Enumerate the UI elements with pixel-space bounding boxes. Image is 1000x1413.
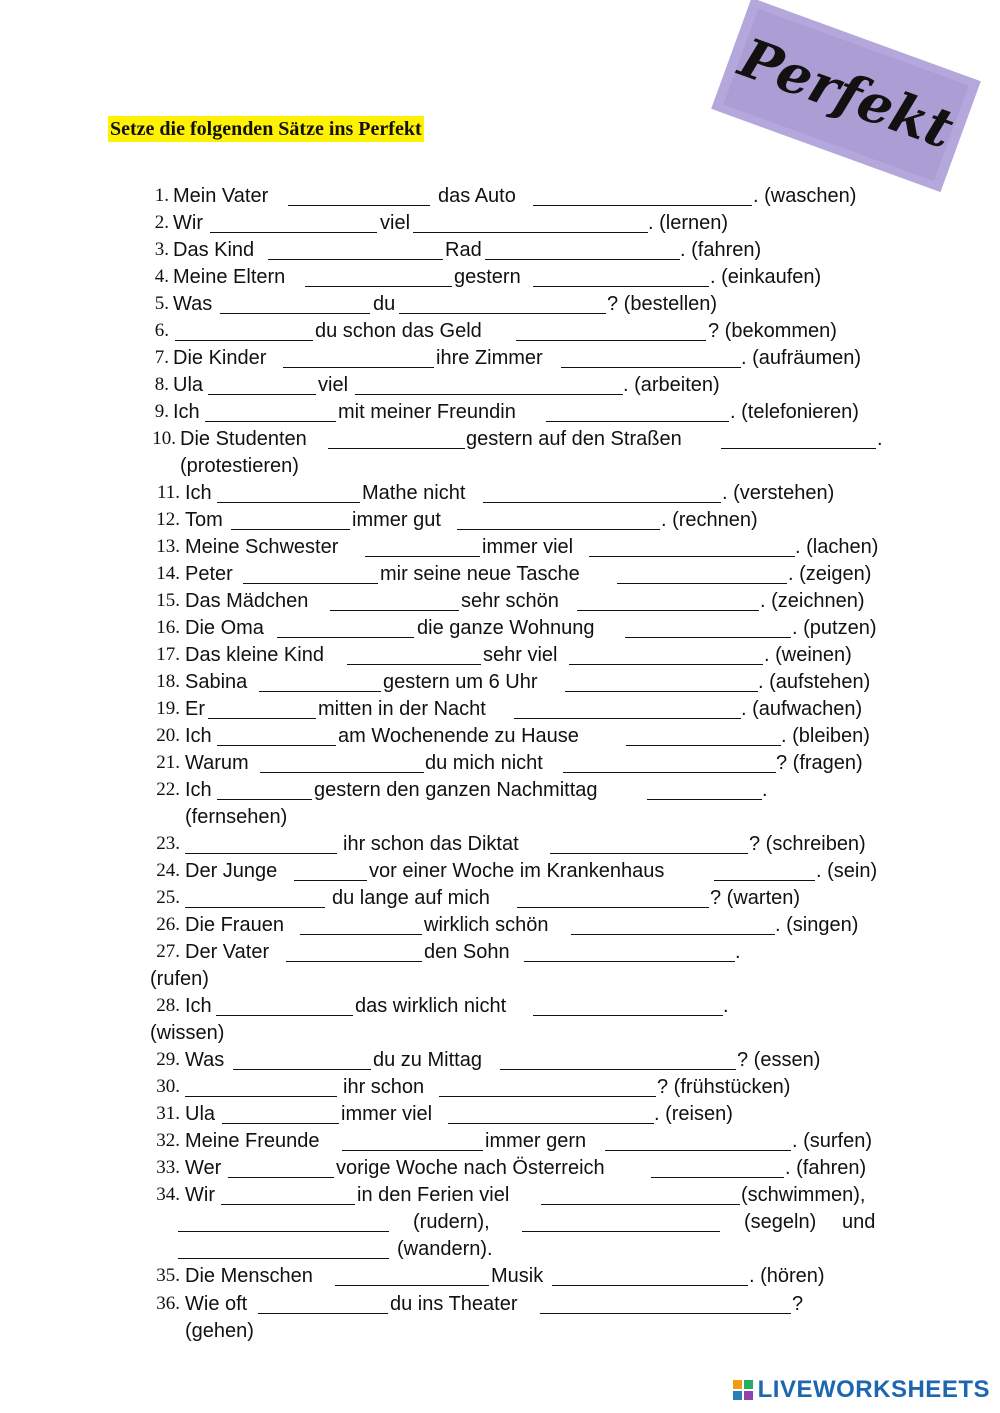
sentence-text: (segeln) [744, 1211, 817, 1233]
sentence-text: du zu Mittag [373, 1049, 482, 1071]
sentence-text: mitten in der Nacht [318, 698, 486, 720]
answer-blank[interactable] [222, 1101, 339, 1124]
item-number: 34. [156, 1184, 180, 1205]
item-number: 4. [154, 266, 169, 287]
exercise-continuation [0, 1209, 1000, 1235]
item-number: 13. [156, 536, 180, 557]
sentence-text: du schon das Geld [315, 320, 482, 342]
sentence-text: ? (bekommen) [708, 320, 837, 342]
sentence-text: . (lernen) [648, 212, 729, 234]
answer-blank[interactable] [413, 210, 648, 233]
sentence-text: . [735, 941, 741, 963]
item-number: 27. [156, 941, 180, 962]
answer-blank[interactable] [448, 1101, 654, 1124]
exercise-item [0, 588, 1000, 614]
sentence-text: das wirklich nicht [355, 995, 507, 1017]
sentence-text: . (sein) [816, 860, 878, 882]
item-number: 24. [156, 860, 180, 881]
sentence-text: . (telefonieren) [730, 401, 859, 423]
exercise-item [0, 318, 1000, 344]
sentence-text: gestern den ganzen Nachmittag [314, 779, 598, 801]
answer-blank[interactable] [605, 1128, 791, 1151]
sentence-text: den Sohn [424, 941, 510, 963]
answer-blank[interactable] [399, 291, 606, 314]
sentence-text: du [373, 293, 396, 315]
sentence-text: ? (schreiben) [749, 833, 866, 855]
sentence-text: . (weinen) [764, 644, 852, 666]
exercise-item [0, 750, 1000, 776]
sentence-text: Wir [185, 1184, 215, 1206]
sentence-text: Ich [185, 995, 212, 1017]
item-number: 1. [154, 185, 169, 206]
sentence-text: Die Menschen [185, 1265, 313, 1287]
sentence-text: und [842, 1211, 876, 1233]
exercise-item [0, 885, 1000, 911]
sentence-text: gestern um 6 Uhr [383, 671, 538, 693]
answer-blank[interactable] [577, 588, 759, 611]
exercise-item [0, 1263, 1000, 1289]
exercise-item [0, 561, 1000, 587]
item-number: 32. [156, 1130, 180, 1151]
sentence-text: . (zeichnen) [760, 590, 865, 612]
exercise-item [0, 1155, 1000, 1181]
sentence-text: gestern auf den Straßen [466, 428, 682, 450]
item-number: 35. [156, 1265, 180, 1286]
sentence-text: wirklich schön [424, 914, 549, 936]
answer-blank[interactable] [288, 183, 430, 206]
exercise-item [0, 1074, 1000, 1100]
sentence-text: Das kleine Kind [185, 644, 324, 666]
answer-blank[interactable] [522, 1209, 720, 1232]
item-number: 10. [152, 428, 176, 449]
answer-blank[interactable] [439, 1074, 656, 1097]
sentence-text: viel [318, 374, 349, 396]
answer-blank[interactable] [540, 1291, 791, 1314]
sentence-text: . (singen) [775, 914, 859, 936]
sentence-text: du lange auf mich [332, 887, 490, 909]
sentence-text: Ich [185, 779, 212, 801]
answer-blank[interactable] [647, 777, 762, 800]
item-number: 18. [156, 671, 180, 692]
answer-blank[interactable] [258, 1291, 388, 1314]
answer-blank[interactable] [485, 237, 680, 260]
sentence-text: . (aufräumen) [741, 347, 862, 369]
item-number: 5. [154, 293, 169, 314]
answer-blank[interactable] [208, 696, 316, 719]
answer-blank[interactable] [335, 1263, 489, 1286]
exercise-item [0, 777, 1000, 803]
exercise-item [0, 831, 1000, 857]
answer-blank[interactable] [283, 345, 434, 368]
sentence-text: Das Mädchen [185, 590, 309, 612]
sentence-text: . (reisen) [654, 1103, 733, 1125]
item-number: 3. [154, 239, 169, 260]
sentence-text: . [762, 779, 768, 801]
sentence-text: ? (warten) [710, 887, 801, 909]
answer-blank[interactable] [260, 750, 424, 773]
sentence-text: Was [185, 1049, 225, 1071]
item-number: 6. [154, 320, 169, 341]
answer-blank[interactable] [514, 696, 741, 719]
answer-blank[interactable] [231, 507, 350, 530]
answer-blank[interactable] [617, 561, 787, 584]
exercise-item [0, 993, 1000, 1019]
answer-blank[interactable] [365, 534, 480, 557]
answer-blank[interactable] [268, 237, 443, 260]
exercise-item [0, 237, 1000, 263]
sentence-text: . [877, 428, 883, 450]
answer-blank[interactable] [589, 534, 795, 557]
sentence-text: . (surfen) [792, 1130, 873, 1152]
exercise-item [0, 1182, 1000, 1208]
sentence-text: immer gern [485, 1130, 587, 1152]
answer-blank[interactable] [210, 210, 377, 233]
sentence-text: . (arbeiten) [623, 374, 720, 396]
answer-blank[interactable] [550, 831, 748, 854]
sentence-text: ? [792, 1293, 804, 1315]
sentence-text: mir seine neue Tasche [380, 563, 580, 585]
liveworksheets-brand: LIVEWORKSHEETS [757, 1376, 990, 1403]
sentence-text: Meine Schwester [185, 536, 339, 558]
item-number: 17. [156, 644, 180, 665]
answer-blank[interactable] [571, 912, 775, 935]
sentence-text: Was [173, 293, 213, 315]
sentence-text: ihr schon das Diktat [343, 833, 519, 855]
sentence-text: vorige Woche nach Österreich [336, 1157, 605, 1179]
sentence-text: . (putzen) [792, 617, 877, 639]
sentence-text: Wir [173, 212, 203, 234]
sentence-text: am Wochenende zu Hause [338, 725, 579, 747]
sentence-text: . (hören) [749, 1265, 825, 1287]
sentence-text: in den Ferien viel [357, 1184, 510, 1206]
sentence-text: Musik [491, 1265, 544, 1287]
item-number: 8. [154, 374, 169, 395]
sentence-text: ? (essen) [737, 1049, 821, 1071]
sentence-text: Er [185, 698, 205, 720]
sentence-text: ihr schon [343, 1076, 425, 1098]
sentence-text: Mein Vater [173, 185, 269, 207]
sentence-text: Rad [445, 239, 482, 261]
sentence-text: gestern [454, 266, 521, 288]
item-number: 2. [154, 212, 169, 233]
sentence-text: . (verstehen) [722, 482, 835, 504]
exercise-item [0, 1291, 1000, 1317]
sentence-text: . (lachen) [795, 536, 879, 558]
sentence-text: Die Kinder [173, 347, 267, 369]
item-number: 36. [156, 1293, 180, 1314]
answer-blank[interactable] [626, 723, 781, 746]
sentence-text: (wandern). [397, 1238, 493, 1260]
verb-hint: (fernsehen) [185, 806, 288, 828]
sentence-text: sehr schön [461, 590, 559, 612]
liveworksheets-footer [732, 1377, 990, 1403]
answer-blank[interactable] [178, 1236, 389, 1259]
verb-hint: (gehen) [185, 1320, 254, 1342]
answer-blank[interactable] [205, 399, 336, 422]
sentence-text: Meine Freunde [185, 1130, 320, 1152]
answer-blank[interactable] [217, 723, 336, 746]
exercise-item [0, 291, 1000, 317]
verb-hint: (wissen) [150, 1022, 225, 1044]
sentence-text: . (zeigen) [788, 563, 872, 585]
exercise-item [0, 615, 1000, 641]
answer-blank[interactable] [217, 777, 312, 800]
item-number: 12. [156, 509, 180, 530]
sentence-text: ? (fragen) [776, 752, 863, 774]
answer-blank[interactable] [208, 372, 316, 395]
answer-blank[interactable] [175, 318, 313, 341]
answer-blank[interactable] [221, 1182, 355, 1205]
verb-hint: (protestieren) [180, 455, 299, 477]
sentence-text: . (fahren) [785, 1157, 867, 1179]
sentence-text: Ich [185, 725, 212, 747]
sentence-text: Ich [173, 401, 200, 423]
sentence-text: das Auto [438, 185, 516, 207]
item-number: 9. [154, 401, 169, 422]
answer-blank[interactable] [516, 318, 706, 341]
item-number: 29. [156, 1049, 180, 1070]
item-number: 25. [156, 887, 180, 908]
worksheet-title: Setze die folgenden Sätze ins Perfekt [110, 118, 422, 140]
answer-blank[interactable] [216, 993, 353, 1016]
answer-blank[interactable] [721, 426, 876, 449]
answer-blank[interactable] [243, 561, 378, 584]
sentence-text: Wer [185, 1157, 222, 1179]
sentence-text: immer gut [352, 509, 441, 531]
sentence-text: . (fahren) [680, 239, 762, 261]
exercise-item [0, 507, 1000, 533]
answer-blank[interactable] [328, 426, 465, 449]
item-number: 26. [156, 914, 180, 935]
verb-hint: (rufen) [150, 968, 209, 990]
answer-blank[interactable] [228, 1155, 334, 1178]
answer-blank[interactable] [714, 858, 815, 881]
sentence-text: Ich [185, 482, 212, 504]
sentence-text: ihre Zimmer [436, 347, 543, 369]
exercise-item [0, 1128, 1000, 1154]
sentence-text: . (aufstehen) [758, 671, 871, 693]
answer-blank[interactable] [565, 669, 758, 692]
sentence-text: Die Oma [185, 617, 264, 639]
exercise-item [0, 183, 1000, 209]
sentence-text: immer viel [341, 1103, 433, 1125]
exercise-item [0, 723, 1000, 749]
item-number: 16. [156, 617, 180, 638]
sentence-text: Ula [185, 1103, 216, 1125]
sentence-text: Wie oft [185, 1293, 248, 1315]
item-number: 19. [156, 698, 180, 719]
answer-blank[interactable] [457, 507, 660, 530]
sentence-text: . (einkaufen) [710, 266, 822, 288]
answer-blank[interactable] [561, 345, 741, 368]
answer-blank[interactable] [569, 642, 763, 665]
exercise-item [0, 210, 1000, 236]
answer-blank[interactable] [552, 1263, 748, 1286]
sentence-text: Warum [185, 752, 249, 774]
sentence-text: (schwimmen), [741, 1184, 866, 1206]
sentence-text: Die Frauen [185, 914, 284, 936]
exercise-item [0, 1047, 1000, 1073]
exercise-item [0, 426, 1000, 452]
sentence-text: Peter [185, 563, 233, 585]
item-number: 31. [156, 1103, 180, 1124]
sentence-text: Ula [173, 374, 204, 396]
answer-blank[interactable] [294, 858, 367, 881]
sentence-text: Tom [185, 509, 223, 531]
sentence-text: Das Kind [173, 239, 255, 261]
sentence-text: Der Vater [185, 941, 270, 963]
item-number: 33. [156, 1157, 180, 1178]
logo-text: Perfekt [731, 25, 962, 162]
sentence-text: viel [380, 212, 411, 234]
answer-blank[interactable] [305, 264, 452, 287]
answer-blank[interactable] [217, 480, 360, 503]
answer-blank[interactable] [625, 615, 791, 638]
answer-blank[interactable] [277, 615, 414, 638]
sentence-text: . (aufwachen) [741, 698, 863, 720]
sentence-text: Meine Eltern [173, 266, 286, 288]
answer-blank[interactable] [259, 669, 381, 692]
answer-blank[interactable] [233, 1047, 371, 1070]
sentence-text: vor einer Woche im Krankenhaus [369, 860, 665, 882]
sentence-text: Mathe nicht [362, 482, 466, 504]
answer-blank[interactable] [517, 885, 709, 908]
sentence-text: . [723, 995, 729, 1017]
answer-blank[interactable] [533, 264, 709, 287]
exercise-item [0, 939, 1000, 965]
answer-blank[interactable] [483, 480, 721, 503]
sentence-text: (rudern), [413, 1211, 490, 1233]
sentence-text: immer viel [482, 536, 574, 558]
exercise-item [0, 642, 1000, 668]
item-number: 11. [156, 482, 180, 503]
sentence-text: du mich nicht [425, 752, 543, 774]
exercise-item [0, 534, 1000, 560]
exercise-item [0, 345, 1000, 371]
answer-blank[interactable] [185, 1074, 337, 1097]
liveworksheets-logo-icon [732, 1379, 754, 1401]
sentence-text: . (rechnen) [661, 509, 758, 531]
answer-blank[interactable] [500, 1047, 736, 1070]
answer-blank[interactable] [533, 993, 723, 1016]
answer-blank[interactable] [546, 399, 729, 422]
item-number: 21. [156, 752, 180, 773]
answer-blank[interactable] [286, 939, 422, 962]
answer-blank[interactable] [541, 1182, 740, 1205]
item-number: 22. [156, 779, 180, 800]
item-number: 30. [156, 1076, 180, 1097]
sentence-text: du ins Theater [390, 1293, 518, 1315]
sentence-text: die ganze Wohnung [417, 617, 595, 639]
answer-blank[interactable] [330, 588, 459, 611]
answer-blank[interactable] [355, 372, 623, 395]
exercise-item [0, 696, 1000, 722]
item-number: 7. [154, 347, 169, 368]
answer-blank[interactable] [651, 1155, 784, 1178]
answer-blank[interactable] [220, 291, 370, 314]
answer-blank[interactable] [524, 939, 735, 962]
item-number: 23. [156, 833, 180, 854]
answer-blank[interactable] [300, 912, 422, 935]
exercise-item [0, 669, 1000, 695]
answer-blank[interactable] [185, 831, 337, 854]
answer-blank[interactable] [185, 885, 325, 908]
exercise-item [0, 264, 1000, 290]
item-number: 14. [156, 563, 180, 584]
item-number: 15. [156, 590, 180, 611]
answer-blank[interactable] [563, 750, 776, 773]
sentence-text: ? (frühstücken) [657, 1076, 791, 1098]
answer-blank[interactable] [347, 642, 481, 665]
item-number: 20. [156, 725, 180, 746]
sentence-text: mit meiner Freundin [338, 401, 516, 423]
exercise-item [0, 912, 1000, 938]
answer-blank[interactable] [342, 1128, 483, 1151]
sentence-text: . (waschen) [753, 185, 857, 207]
sentence-text: ? (bestellen) [607, 293, 718, 315]
exercise-item [0, 480, 1000, 506]
exercise-item [0, 399, 1000, 425]
sentence-text: Sabina [185, 671, 248, 693]
sentence-text: Die Studenten [180, 428, 307, 450]
answer-blank[interactable] [533, 183, 752, 206]
sentence-text: . (bleiben) [781, 725, 870, 747]
item-number: 28. [156, 995, 180, 1016]
answer-blank[interactable] [178, 1209, 389, 1232]
exercise-item [0, 858, 1000, 884]
exercise-item [0, 372, 1000, 398]
sentence-text: Der Junge [185, 860, 278, 882]
sentence-text: sehr viel [483, 644, 558, 666]
exercise-item [0, 1101, 1000, 1127]
exercise-continuation [0, 1236, 1000, 1262]
